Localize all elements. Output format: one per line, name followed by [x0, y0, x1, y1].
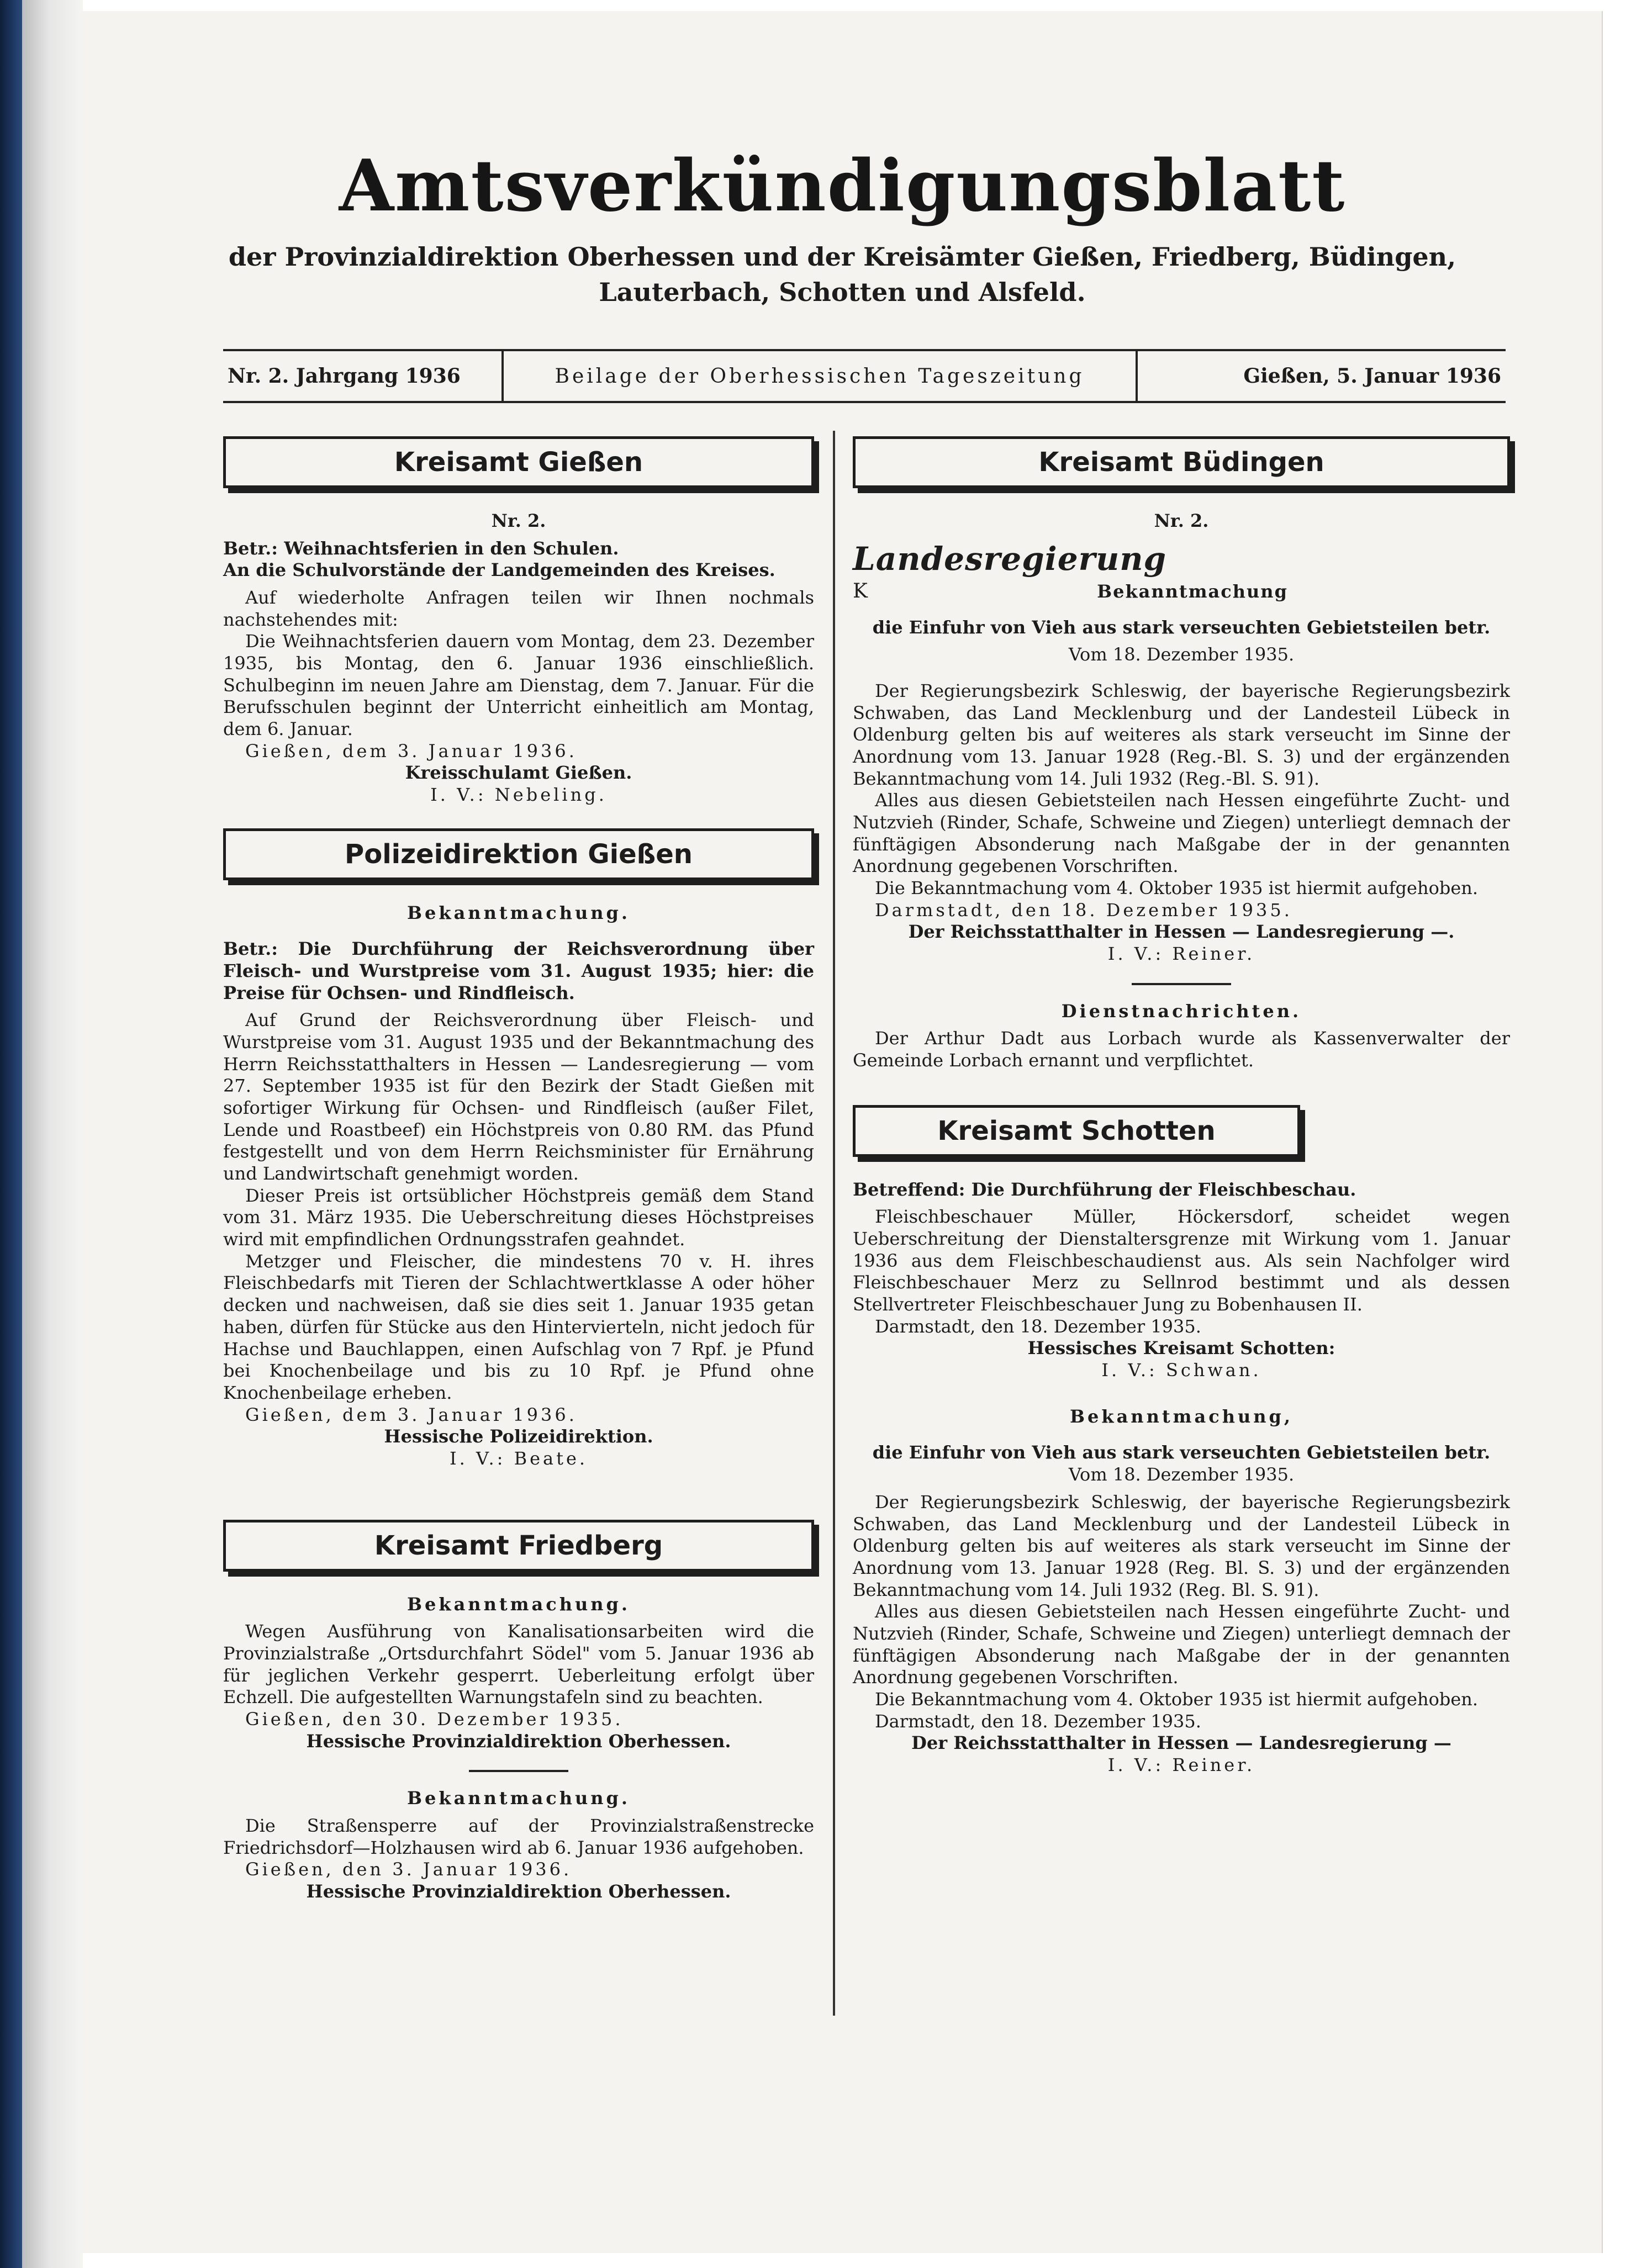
notice-heading: Bekanntmachung, [1069, 1405, 1293, 1427]
notice-date: Gießen, dem 3. Januar 1936. [245, 1404, 577, 1425]
notice-paragraph: Fleischbeschauer Müller, Höckersdorf, scheidet wegen Ueberschreitung der Dienstaltersgrenze mit Wirkung vom 1. Januar 1936 aus dem Fleischbeschaudienst aus. Als sein Nachfolger wird Fleischbeschauer Merz zu Sellnrod bestimmt und als dessen Stellvertreter Fleischbeschauer Jung zu Bobenhausen II. [853, 1206, 1510, 1315]
section-header-polizeidirektion-giessen: Polizeidirektion Gießen [223, 828, 814, 880]
notice-paragraph: Auf wiederholte Anfragen teilen wir Ihnen nochmals nachstehendes mit: [223, 587, 814, 630]
column-divider [833, 431, 835, 2016]
separator-rule [469, 1770, 568, 1772]
masthead [83, 145, 1602, 309]
supplement-label: Beilage der Oberhessischen Tageszeitung [504, 351, 1138, 401]
section-header-kreisamt-schotten: Kreisamt Schotten [853, 1105, 1300, 1157]
notice-paragraph: Der Arthur Dadt aus Lorbach wurde als Kassenverwalter der Gemeinde Lorbach ernannt und verpflichtet. [853, 1028, 1510, 1071]
separator-rule [1132, 983, 1231, 985]
notice-paragraph: Der Regierungsbezirk Schleswig, der bayerische Regierungsbezirk Schwaben, das Land Mecklenburg und der Landesteil Lübeck in Oldenburg gelten bis auf weiteres als stark verseucht im Sinne der Anordnung vom 13. Januar 1928 (Reg. Bl. S. 3) und der ergänzenden Bekanntmachung vom 14. Juli 1932 (Reg. Bl. S. 91). [853, 1491, 1510, 1600]
notice-paragraph: Die Bekanntmachung vom 4. Oktober 1935 ist hiermit aufgehoben. [875, 1688, 1479, 1710]
notice-paragraph: Dieser Preis ist ortsüblicher Höchstpreis gemäß dem Stand vom 31. März 1935. Die Ueberschreitung dieses Höchstpreises wird mit empfindlichen Ordnungsstrafen geahndet. [223, 1185, 814, 1250]
notice-signature: I. V.: Schwan. [1101, 1360, 1261, 1381]
masthead-title: Amtsverkündigungsblatt [339, 145, 1346, 228]
notice-paragraph: Wegen Ausführung von Kanalisationsarbeiten wird die Provinzialstraße „Ortsdurchfahrt Södel" vom 5. Januar 1936 ab für jeglichen Verkehr gesperrt. Ueberleitung erfolgt über Echzell. Die aufgestellten Warnungstafeln sind zu beachten. [223, 1621, 814, 1708]
notice-heading: Bekanntmachung. [406, 1788, 630, 1809]
notice-subject: die Einfuhr von Vieh aus stark verseuchten Gebietsteilen betr. [872, 616, 1491, 638]
notice-addressee: An die Schulvorstände der Landgemeinden des Kreises. [223, 559, 775, 581]
notice-paragraph: Die Weihnachtsferien dauern vom Montag, dem 23. Dezember 1935, bis Montag, den 6. Januar 1936 einschließlich. Schulbeginn im neuen Jahre am Dienstag, dem 7. Januar. Für die Berufsschulen beginnt der Unterricht einheitlich am Montag, dem 6. Januar. [223, 631, 814, 740]
notice-paragraph: Der Regierungsbezirk Schleswig, der bayerische Regierungsbezirk Schwaben, das Land Mecklenburg und der Landesteil Lübeck in Oldenburg gelten bis auf weiteres als stark verseucht im Sinne der Anordnung vom 13. Januar 1928 (Reg.-Bl. S. 3) und der ergänzenden Bekanntmachung vom 14. Juli 1932 (Reg.-Bl. S. 91). [853, 680, 1510, 789]
notice-paragraph: Die Bekanntmachung vom 4. Oktober 1935 ist hiermit aufgehoben. [875, 877, 1479, 899]
notice-signature: I. V.: Beate. [449, 1447, 588, 1469]
issue-info-bar [223, 349, 1506, 403]
notice-paragraph: Alles aus diesen Gebietsteilen nach Hessen eingeführte Zucht- und Nutzvieh (Rinder, Schafe, Schweine und Ziegen) unterliegt demnach der fünftägigen Absonderung nach Maßgabe der in der genannten Anordnung gegebenen Vorschriften. [853, 790, 1510, 877]
notice-signature: I. V.: Reiner. [1107, 943, 1255, 965]
notice-authority: Kreisschulamt Gießen. [405, 762, 632, 784]
notice-authority: Hessische Polizeidirektion. [384, 1426, 653, 1447]
masthead-subtitle-line2: Lauterbach, Schotten und Alsfeld. [599, 277, 1086, 308]
book-binding-edge [0, 0, 22, 2268]
notice-paragraph: Metzger und Fleischer, die mindestens 70 v. H. ihres Fleischbedarfs mit Tieren der Schlachtwertklasse A oder höher decken und nachweisen, daß sie dies seit 1. Januar 1935 getan haben, dürfen für Stücke aus den Hintervierteln, nicht jedoch für Hachse und Bauchlappen, einen Aufschlag von 7 Rpf. je Pfund bei Knochenbeilage und bis zu 10 Rpf. je Pfund ohne Knochenbeilage erheben. [223, 1250, 814, 1403]
notice-date: Darmstadt, den 18. Dezember 1935. [875, 899, 1292, 921]
notice-authority: Hessische Provinzialdirektion Oberhessen. [306, 1730, 731, 1752]
notice-paragraph: Auf Grund der Reichsverordnung über Fleisch- und Wurstpreise vom 31. August 1935 und der Bekanntmachung des Herrn Reichsstatthalters in Hessen — Landesregierung — vom 27. September 1935 ist für den Bezirk der Stadt Gießen mit sofortiger Wirkung für Ochsen- und Rindfleisch (außer Filet, Lende und Roastbeef) ein Höchstpreis von 0.80 RM. das Pfund festgestellt und von dem Herrn Reichsminister für Ernährung und Landwirtschaft genehmigt worden. [223, 1009, 814, 1185]
notice-signature: I. V.: Nebeling. [430, 784, 607, 806]
notice-heading: Bekanntmachung. [406, 902, 630, 923]
section-header-kreisamt-giessen: Kreisamt Gießen [223, 436, 814, 488]
landesregierung-heading: Landesregierung [853, 540, 1167, 578]
notice-number: Nr. 2. [1154, 510, 1209, 531]
notice-date-intro: Vom 18. Dezember 1935. [1068, 644, 1295, 665]
notice-number: Nr. 2. [491, 510, 546, 531]
notice-date: Gießen, den 30. Dezember 1935. [245, 1708, 624, 1730]
notice-paragraph: Die Straßensperre auf der Provinzialstraßenstrecke Friedrichsdorf—Holzhausen wird ab 6. Januar 1936 aufgehoben. [223, 1815, 814, 1858]
notice-signature: I. V.: Reiner. [1107, 1754, 1255, 1775]
notice-subject: Betr.: Die Durchführung der Reichsverordnung über Fleisch- und Wurstpreise vom 31. August 1935; hier: die Preise für Ochsen- und Rindfleisch. [223, 938, 814, 1003]
notice-authority: Hessische Provinzialdirektion Oberhessen. [306, 1880, 731, 1902]
notice-date: Darmstadt, den 18. Dezember 1935. [875, 1710, 1201, 1732]
notice-subject: Betreffend: Die Durchführung der Fleischbeschau. [853, 1178, 1356, 1200]
notice-date: Gießen, dem 3. Januar 1936. [245, 740, 577, 762]
notice-heading: Bekanntmachung. [406, 1593, 630, 1615]
section-header-kreisamt-buedingen: Kreisamt Büdingen [853, 436, 1510, 488]
masthead-subtitle-line1: der Provinzialdirektion Oberhessen und der Kreisämter Gießen, Friedberg, Büdingen, [228, 242, 1456, 272]
notice-date: Darmstadt, den 18. Dezember 1935. [875, 1315, 1201, 1337]
bekanntmachung-line [853, 580, 1510, 602]
notice-authority: Hessisches Kreisamt Schotten: [1027, 1337, 1335, 1359]
letter-k: K [853, 579, 868, 602]
notice-date: Gießen, den 3. Januar 1936. [245, 1859, 572, 1880]
notice-date-intro: Vom 18. Dezember 1935. [1068, 1464, 1295, 1485]
notice-heading: Dienstnachrichten. [1061, 1000, 1302, 1022]
notice-paragraph: Alles aus diesen Gebietsteilen nach Hessen eingeführte Zucht- und Nutzvieh (Rinder, Schafe, Schweine und Ziegen) unterliegt demnach der fünftägigen Absonderung nach Maßgabe der in der genannten Anordnung gegebenen Vorschriften. [853, 1601, 1510, 1688]
place-date: Gießen, 5. Januar 1936 [1243, 364, 1501, 388]
page-gutter-shadow [22, 0, 83, 2268]
issue-number: Nr. 2. Jahrgang 1936 [223, 351, 504, 401]
notice-subject: Betr.: Weihnachtsferien in den Schulen. [223, 537, 619, 559]
left-column [223, 436, 814, 1903]
notice-authority: Der Reichsstatthalter in Hessen — Landesregierung — [911, 1732, 1451, 1754]
notice-authority: Der Reichsstatthalter in Hessen — Landesregierung —. [908, 921, 1455, 943]
right-column [853, 436, 1510, 1777]
notice-heading: Bekanntmachung [1097, 580, 1288, 602]
section-header-kreisamt-friedberg: Kreisamt Friedberg [223, 1520, 814, 1572]
notice-subject: die Einfuhr von Vieh aus stark verseuchten Gebietsteilen betr. [872, 1442, 1491, 1463]
newspaper-page [83, 11, 1603, 2253]
